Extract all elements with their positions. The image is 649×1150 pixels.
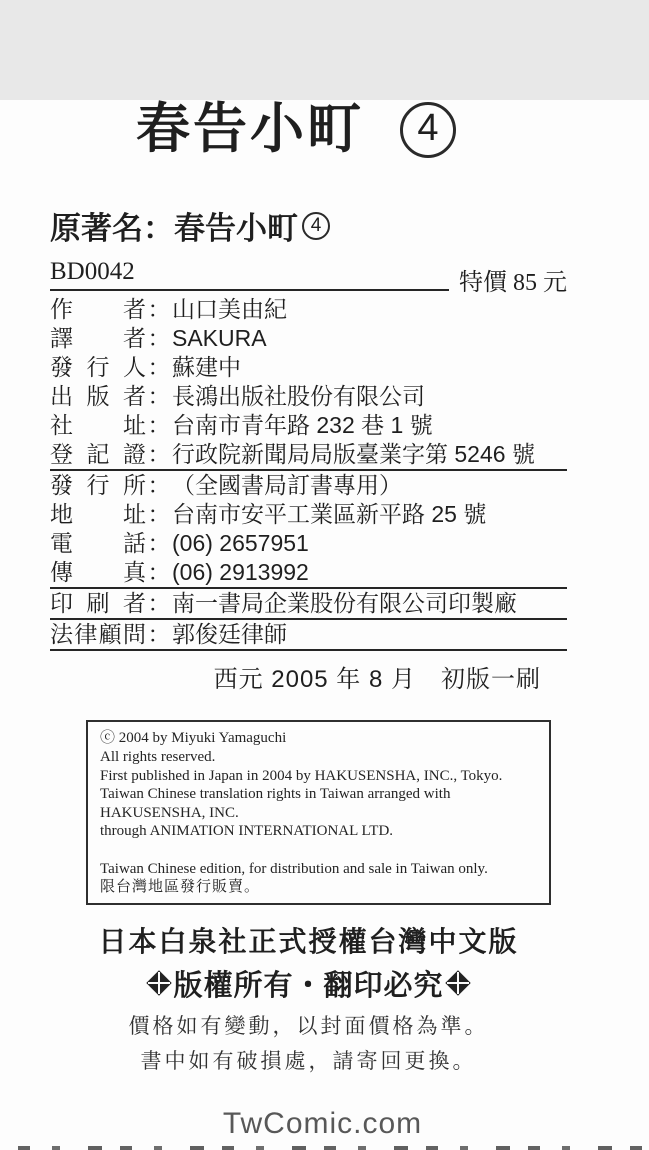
info-value: (06) 2913992 [172, 559, 309, 586]
copyright-line: through ANIMATION INTERNATIONAL LTD. [100, 823, 394, 840]
info-row-printer [50, 589, 567, 620]
info-label: 發 行 所 [50, 472, 146, 499]
info-row-registration [50, 440, 567, 471]
info-label: 傳 真 [50, 559, 146, 586]
info-value: 南一書局企業股份有限公司印製廠 [172, 590, 517, 617]
info-value: SAKURA [172, 325, 267, 352]
price-change-notice: 價格如有變動，以封面價格為準。 [128, 1013, 489, 1038]
info-label: 法 律 顧 問 [50, 621, 146, 648]
info-value: （全國書局訂書專用） [172, 472, 402, 499]
info-row-legal-advisor [50, 620, 567, 651]
damage-replacement-notice: 書中如有破損處，請寄回更換。 [140, 1048, 477, 1073]
watermark-text: TwComic.com [222, 1106, 423, 1140]
info-value: 蘇建中 [172, 354, 241, 381]
copyright-box [86, 720, 551, 904]
original-title-text: 春告小町 [174, 211, 298, 247]
info-row-distributor [50, 471, 567, 500]
volume-badge-large [400, 102, 456, 158]
volume-number-small: 4 [310, 214, 322, 236]
info-value: 行政院新聞局局版臺業字第 5246 號 [172, 441, 535, 468]
info-row-publisher [50, 382, 567, 411]
info-label: 印 刷 者 [50, 590, 146, 617]
rights-reserved-line [50, 963, 567, 1004]
info-row-address [50, 500, 567, 529]
info-row-translator [50, 324, 567, 353]
rights-reserved-text: 版權所有・翻印必究 [173, 969, 444, 1002]
price-tag: 特價 85 元 [459, 270, 567, 297]
copyright-line: Taiwan Chinese translation rights in Taiwan arranged with HAKUSENSHA, INC. [100, 786, 451, 821]
copyright-line: ⓒ 2004 by Miyuki Yamaguchi [100, 730, 287, 747]
volume-number-large: 4 [417, 107, 439, 150]
page-edge-artifact [0, 1146, 649, 1150]
info-label: 地 址 [50, 501, 146, 528]
authorized-edition-line: 日本白泉社正式授權台灣中文版 [98, 925, 519, 957]
info-colon: ： [147, 621, 171, 648]
diamond-icon [447, 972, 469, 994]
publication-info-table [50, 295, 567, 651]
info-colon: ： [147, 501, 171, 528]
info-row-fax [50, 558, 567, 589]
copyright-line: All rights reserved. [100, 748, 216, 765]
title-row [50, 100, 567, 159]
info-row-issuer [50, 353, 567, 382]
info-value: 長鴻出版社股份有限公司 [172, 383, 425, 410]
info-colon: ： [147, 296, 171, 323]
info-colon: ： [147, 325, 171, 352]
info-label: 社 址 [50, 412, 146, 439]
info-colon: ： [147, 530, 171, 557]
info-value: (06) 2657951 [172, 530, 309, 557]
info-row-office-address [50, 411, 567, 440]
copyright-line: First published in Japan in 2004 by HAKUSENSHA, INC., Tokyo. [100, 767, 503, 784]
original-title-label: 原著名： [50, 211, 174, 247]
book-code: BD0042 [50, 258, 449, 291]
info-colon: ： [147, 412, 171, 439]
info-colon: ： [147, 354, 171, 381]
code-price-row [50, 256, 567, 297]
info-value: 山口美由紀 [172, 296, 287, 323]
copyright-line-blank [100, 841, 537, 860]
info-value: 郭俊廷律師 [172, 621, 287, 648]
book-title: 春告小町 [136, 99, 364, 159]
info-value: 台南市安平工業區新平路 25 號 [172, 501, 487, 528]
info-label: 發 行 人 [50, 354, 146, 381]
info-row-author [50, 295, 567, 324]
info-colon: ： [147, 383, 171, 410]
info-colon: ： [147, 441, 171, 468]
info-row-phone [50, 529, 567, 558]
diamond-icon [148, 972, 170, 994]
original-title-line [50, 203, 567, 248]
info-colon: ： [147, 472, 171, 499]
volume-badge-small [302, 212, 330, 240]
edition-line: 西元 2005 年 8 月 初版一刷 [213, 666, 541, 694]
info-colon: ： [147, 559, 171, 586]
info-value: 台南市青年路 232 巷 1 號 [172, 412, 433, 439]
colophon-page [0, 100, 649, 1150]
info-label: 出 版 者 [50, 383, 146, 410]
info-label: 電 話 [50, 530, 146, 557]
copyright-line: Taiwan Chinese edition, for distribution and sale in Taiwan only. [100, 860, 488, 877]
info-colon: ： [147, 590, 171, 617]
info-label: 登 記 證 [50, 441, 146, 468]
info-label: 作 者 [50, 296, 146, 323]
info-label: 譯 者 [50, 325, 146, 352]
copyright-line-cjk: 限台灣地區發行販賣。 [100, 878, 261, 896]
